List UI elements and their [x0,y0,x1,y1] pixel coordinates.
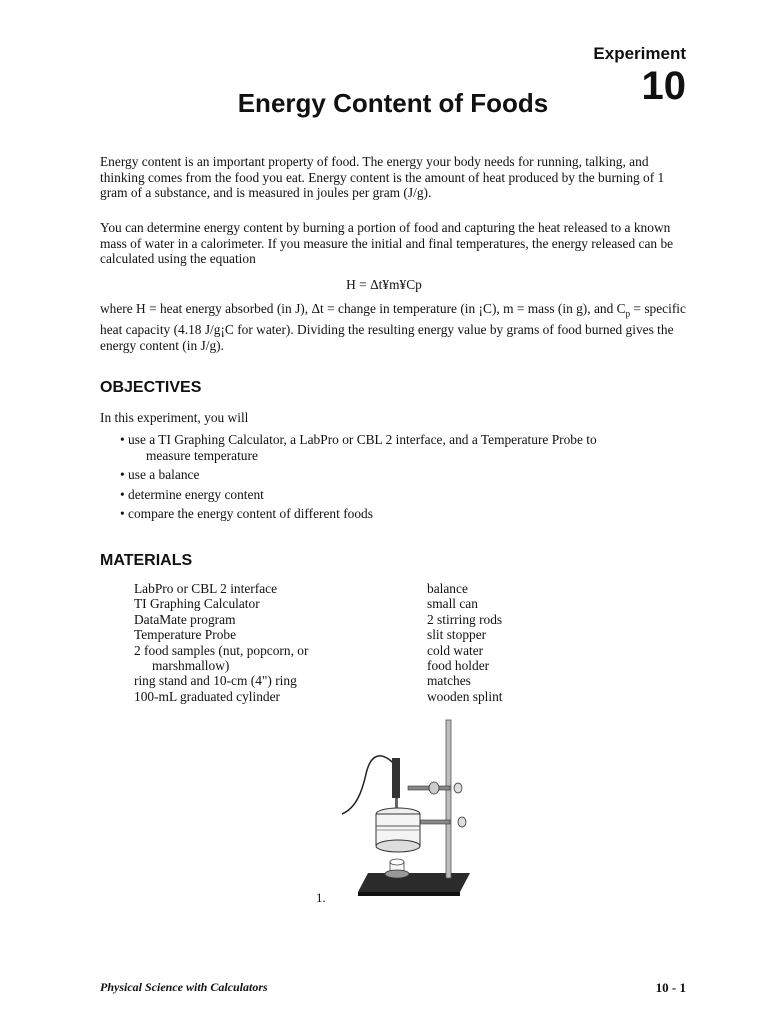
list-item: • determine energy content [120,486,264,502]
equation: H = Δt¥m¥Cp [346,277,422,292]
list-item: small can [427,596,478,612]
list-item: cold water [427,642,484,658]
objectives-list [120,432,690,526]
page-number: 10 - 1 [655,980,686,995]
objective-continuation: measure temperature [146,447,258,463]
list-item: Temperature Probe [134,627,237,643]
experiment-number: 10 [641,64,686,108]
list-item: • compare the energy content of different foods [120,506,373,522]
temperature-probe [392,758,400,798]
objective-text: use a TI Graphing Calculator, a LabPro or CBL 2 interface, and a Temperature Probe to [128,432,597,447]
ring-stand-base [358,873,470,892]
list-item: • use a TI Graphing Calculator, a LabPro or CBL 2 interface, and a Temperature Probe to measure temperature [120,432,690,463]
list-item: 100-mL graduated cylinder [134,688,281,704]
objective-text: compare the energy content of different foods [128,506,373,522]
list-item: food holder [427,658,490,674]
probe-cable [342,756,396,814]
objective-text: use a balance [128,467,200,483]
footer-book-title: Physical Science with Calculators [100,980,268,994]
list-item: ring stand and 10-cm (4") ring [134,673,297,689]
list-item: 2 food samples (nut, popcorn, or [134,642,309,658]
list-item: 2 stirring rods [427,611,503,627]
paragraph-3-text-a: where H = heat energy absorbed (in J), Δt = change in temperature (in ¡C), m = mass (in g), and C [100,301,626,316]
page-title: Energy Content of Foods [237,88,549,118]
intro-paragraph-1: Energy content is an important property of food. The energy your body needs for running, talking, and thinking comes from the food you eat. Energy content is the amount of heat produced by the burning of 1 gram of a substance, and is measured in joules per gram (J/g). [100,154,665,201]
ring-stand-rod [446,720,451,878]
materials-heading: MATERIALS [100,552,193,569]
list-item: • use a balance [120,467,200,483]
intro-paragraph-3 [100,301,690,353]
paragraph-3-text-b: = specific heat capacity (4.18 J/g¡C for water). Dividing the resulting energy value by grams of food burned gives the energy content (in J/g). [100,301,686,353]
experiment-label: Experiment [593,44,686,63]
list-item: slit stopper [427,627,487,643]
objective-text: determine energy content [128,486,264,502]
materials-right-column [427,581,627,704]
list-item: LabPro or CBL 2 interface [134,581,278,596]
list-item: matches [427,673,471,689]
intro-paragraph-2: You can determine energy content by burning a portion of food and capturing the heat released to a known mass of water in a calorimeter. If you measure the initial and final temperatures, the energy released can be calculated using the equation [100,220,674,267]
subscript-p: p [625,308,631,319]
calorimeter-apparatus-figure [330,718,490,908]
list-item: DataMate program [134,611,236,627]
list-item: marshmallow) [152,658,230,674]
list-item: TI Graphing Calculator [134,596,260,612]
materials-left-column [134,581,394,704]
objectives-lead: In this experiment, you will [100,410,249,425]
objectives-heading: OBJECTIVES [100,379,202,396]
figure-caption: 1. [316,890,326,905]
list-item: balance [427,581,468,596]
list-item: wooden splint [427,688,503,704]
